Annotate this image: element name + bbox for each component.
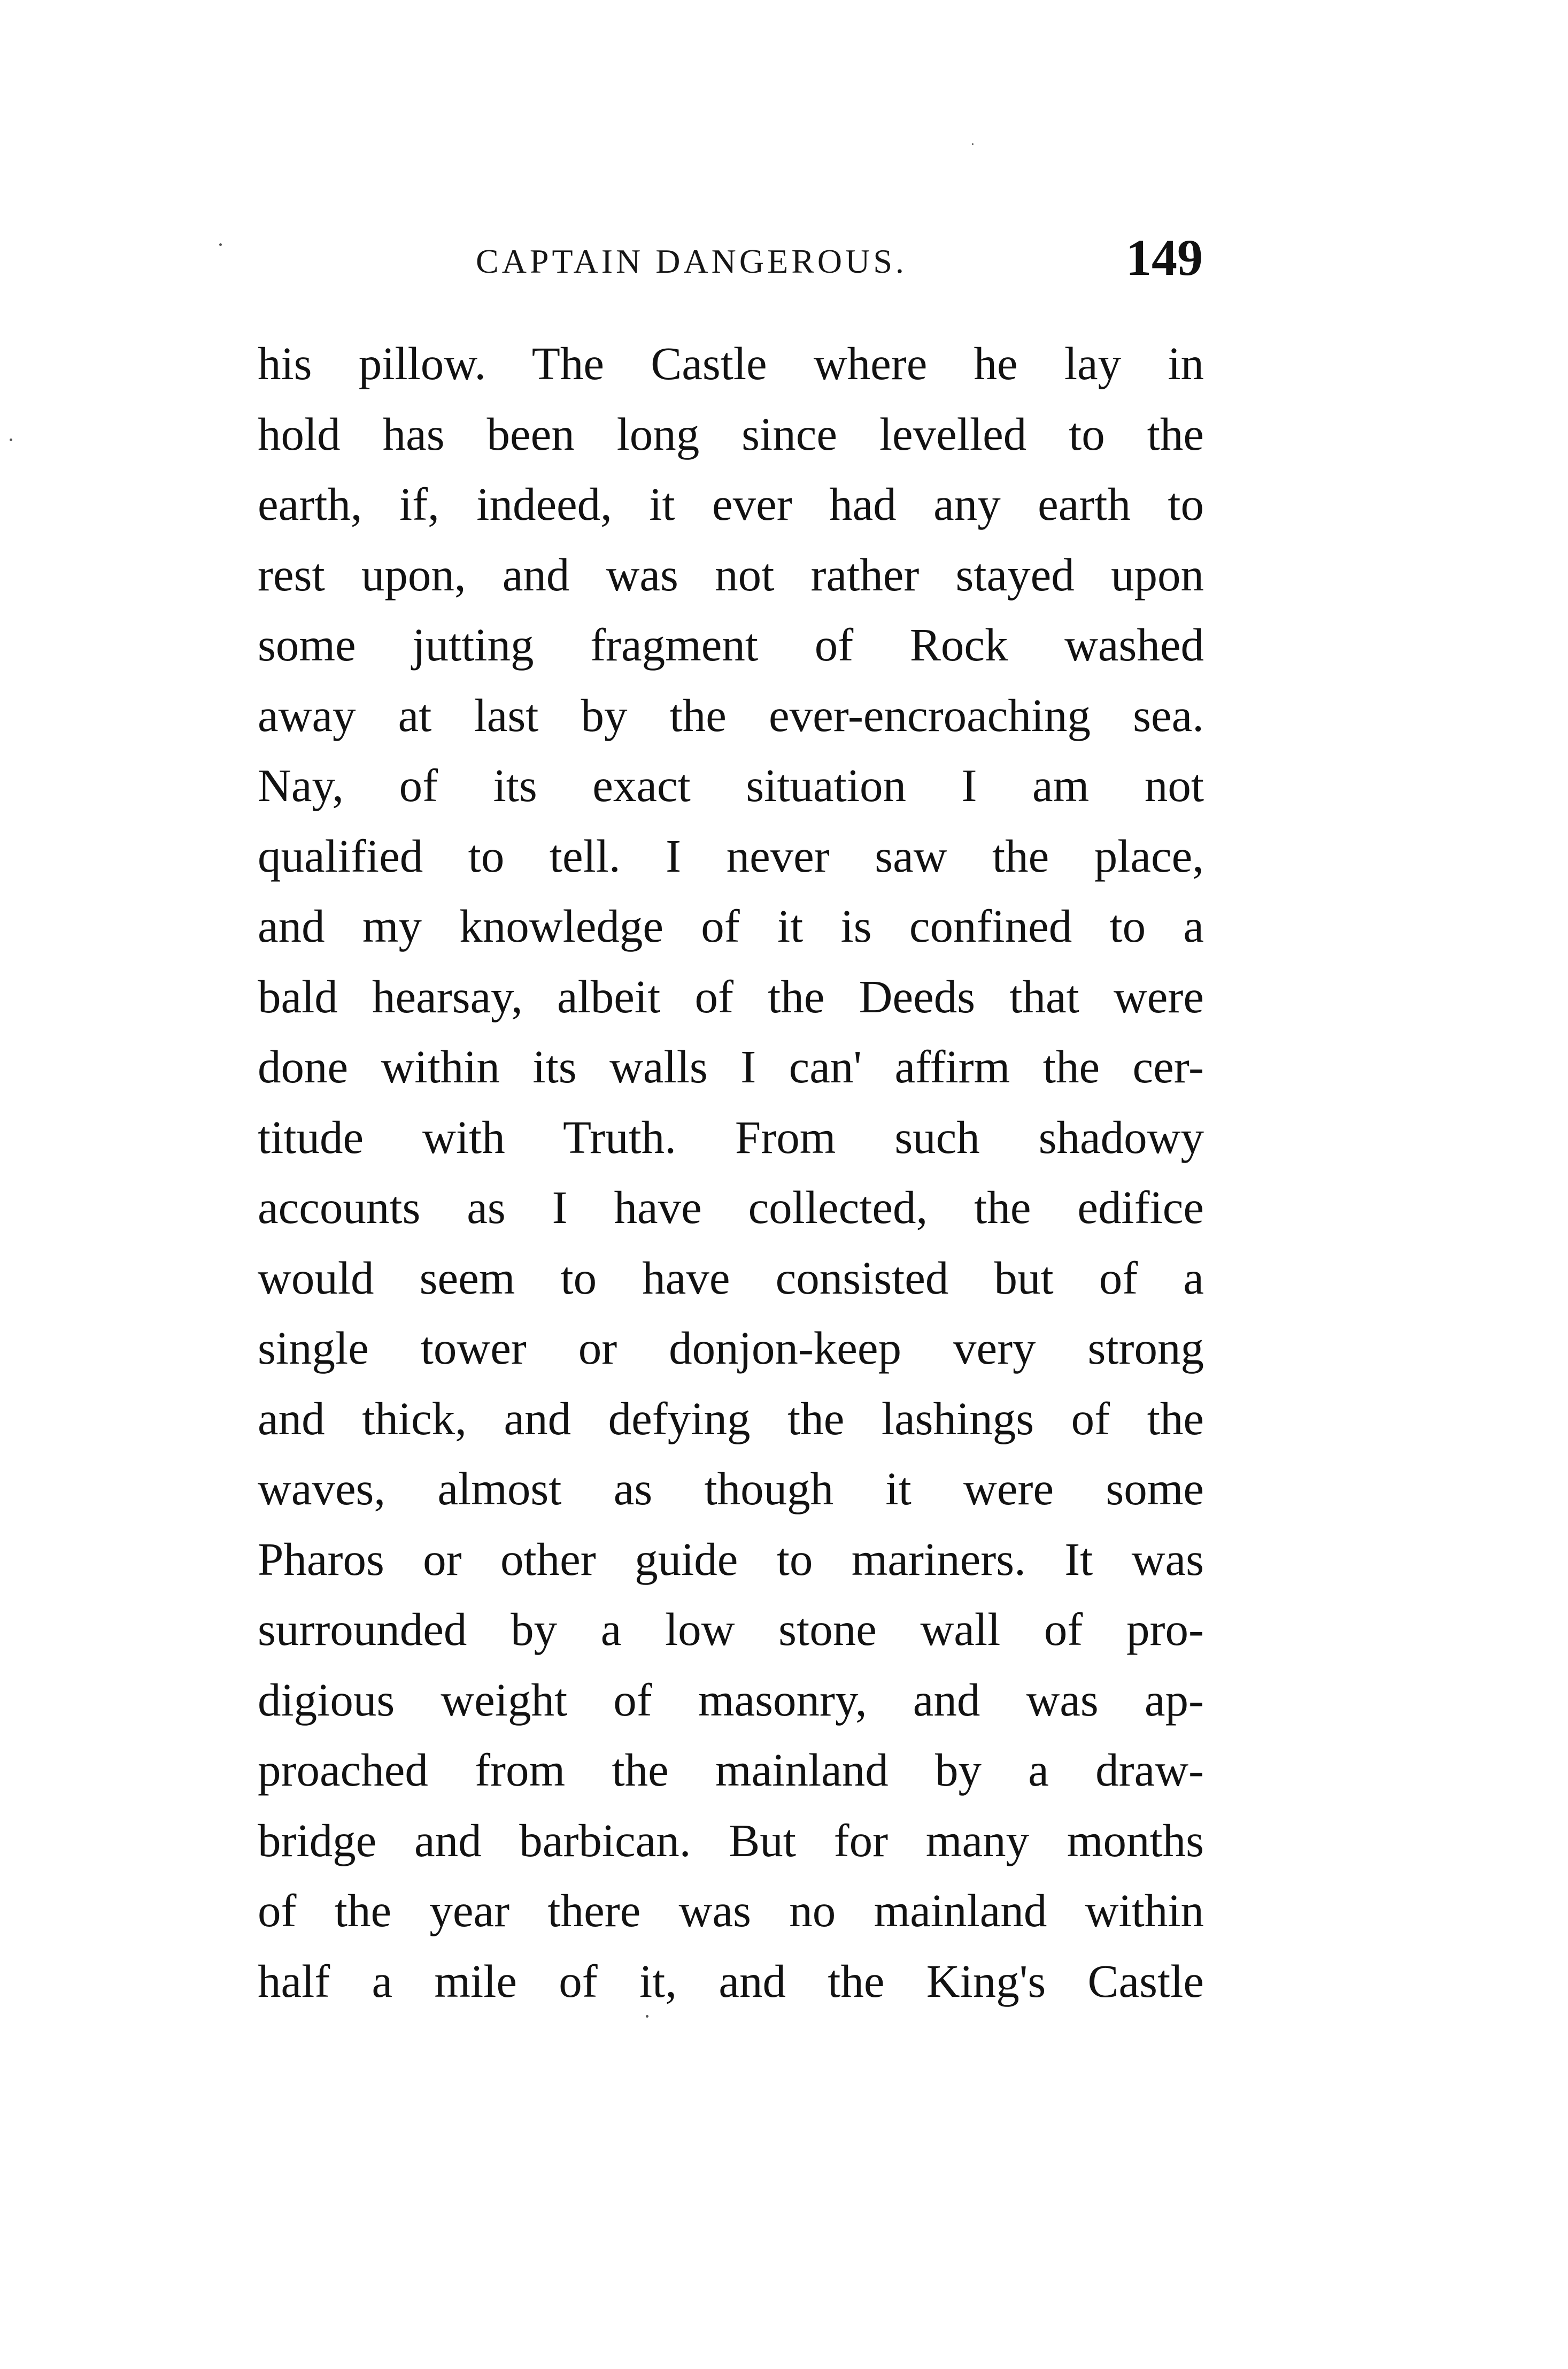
- text-line: titude with Truth. From such shadowy: [258, 1111, 1204, 1163]
- print-speck: [219, 243, 222, 246]
- text-line: waves, almost as though it were some: [258, 1463, 1204, 1514]
- text-line: Pharos or other guide to mariners. It was: [258, 1533, 1204, 1585]
- text-line: earth, if, indeed, it ever had any earth to: [258, 478, 1204, 530]
- text-line: proached from the mainland by a draw-: [258, 1744, 1204, 1796]
- text-line: bald hearsay, albeit of the Deeds that were: [258, 970, 1204, 1022]
- running-title: CAPTAIN DANGEROUS.: [476, 242, 907, 280]
- body-text: [258, 328, 1204, 2016]
- text-line: some jutting fragment of Rock washed: [258, 619, 1204, 671]
- text-line: away at last by the ever-encroaching sea.: [258, 689, 1204, 741]
- text-line: would seem to have consisted but of a: [258, 1251, 1204, 1304]
- text-line: half a mile of it, and the King's Castle: [258, 1955, 1204, 2007]
- text-line: bridge and barbican. But for many months: [258, 1814, 1204, 1866]
- text-line: and my knowledge of it is confined to a: [258, 900, 1204, 952]
- text-line: digious weight of masonry, and was ap-: [258, 1673, 1204, 1726]
- print-speck: [10, 439, 12, 441]
- text-line: accounts as I have collected, the edifice: [258, 1181, 1204, 1233]
- text-line: rest upon, and was not rather stayed upon: [258, 548, 1204, 601]
- text-line: surrounded by a low stone wall of pro-: [258, 1603, 1204, 1655]
- page-number: 149: [1126, 229, 1203, 286]
- print-speck: [646, 2015, 648, 2018]
- running-head: [257, 229, 1203, 294]
- text-line: of the year there was no mainland within: [258, 1885, 1204, 1936]
- print-speck: [972, 143, 974, 145]
- text-line: his pillow. The Castle where he lay in: [258, 337, 1204, 389]
- text-line: single tower or donjon-keep very strong: [258, 1322, 1204, 1374]
- text-line: qualified to tell. I never saw the place,: [258, 829, 1204, 882]
- text-line: done within its walls I can' affirm the cer-: [258, 1041, 1204, 1093]
- text-line: and thick, and defying the lashings of the: [258, 1392, 1204, 1444]
- text-line: hold has been long since levelled to the: [258, 407, 1204, 460]
- text-line: Nay, of its exact situation I am not: [258, 759, 1204, 811]
